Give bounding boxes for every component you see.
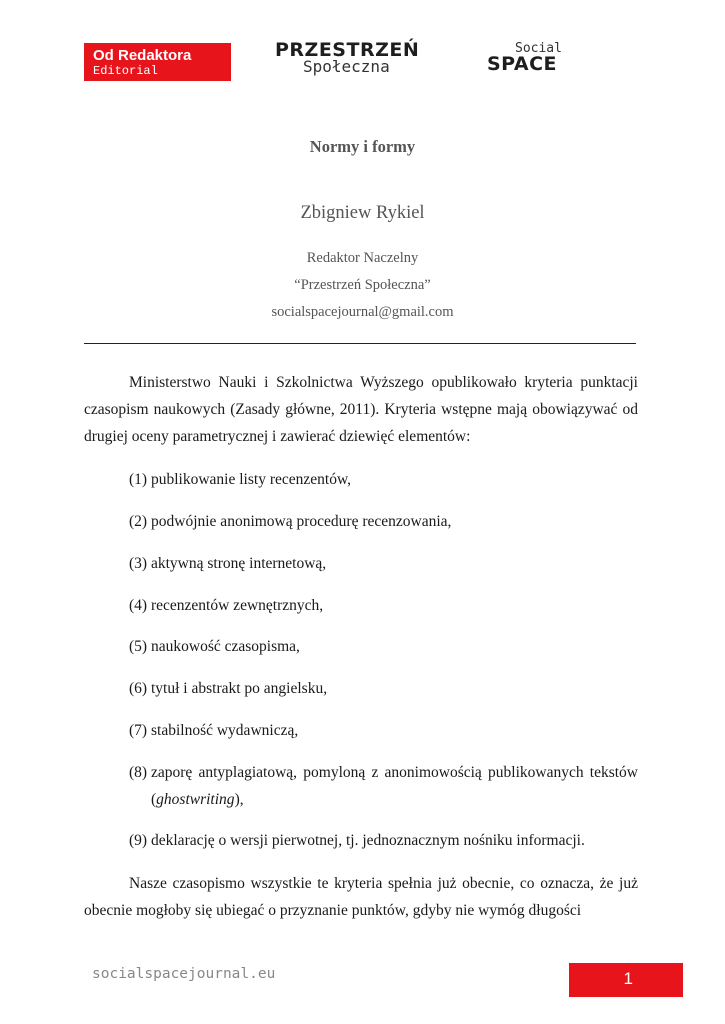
list-item [129,508,638,535]
list-item-text: naukowość czasopisma, [151,638,300,655]
list-item-text-part: ), [234,791,244,808]
list-item [129,550,638,577]
list-item-text: podwójnie anonimową procedurę recenzowania, [151,513,452,530]
author-name: Zbigniew Rykiel [300,203,425,223]
list-item-text: publikowanie listy recenzentów, [151,471,352,488]
journal-logo-pl [275,40,435,76]
list-item-number: (9) [129,832,148,849]
logo-pl-line1: PRZESTRZEŃ [275,39,420,61]
footer-url[interactable]: socialspacejournal.eu [92,966,276,982]
list-item-text: recenzentów zewnętrznych, [151,597,324,614]
divider [84,343,636,344]
list-item-number: (3) [129,555,148,572]
list-item-number: (2) [129,513,148,530]
list-item-number: (1) [129,471,148,488]
list-item-text: deklarację o wersji pierwotnej, tj. jednoznacznym nośniku informacji. [151,832,585,849]
list-item [129,759,638,813]
list-item-number: (5) [129,638,148,655]
list-item-number: (4) [129,597,148,614]
list-item-text [129,759,638,813]
list-item [129,675,638,702]
list-item-text-italic: ghostwriting [156,791,235,808]
logo-pl-line2: Społeczna [303,57,390,76]
list-item [129,592,638,619]
journal-logo-en [487,42,587,74]
list-item-text: tytuł i abstrakt po angielsku, [151,680,328,697]
list-item [129,827,638,854]
list-item-text-part: zaporę antyplagiatową, pomyloną z anonimowością publikowanych tekstów ( [151,764,638,808]
list-item [129,466,638,493]
logo-en-line2: SPACE [487,53,557,75]
article-title: Normy i formy [309,137,416,156]
logo-en-line1: Social [515,41,562,56]
closing-paragraph: Nasze czasopismo wszystkie te kryteria spełnia już obecnie, co oznacza, że już obecnie mogłoby się ubiegać o przyznanie punktów, gdyby nie wymóg długości [84,875,638,919]
page-number-box [569,963,683,997]
list-item-number: (7) [129,722,148,739]
section-badge [84,43,231,81]
section-label-en: Editorial [93,64,158,78]
section-label: Od Redaktora [93,47,192,64]
contact-email[interactable]: socialspacejournal@gmail.com [271,304,454,320]
journal-name: “Przestrzeń Społeczna” [294,277,431,293]
list-item [129,717,638,744]
list-item-number: (6) [129,680,148,697]
intro-paragraph: Ministerstwo Nauki i Szkolnictwa Wyższego opublikowało kryteria punktacji czasopism naukowych (Zasady główne, 2011). Kryteria wstępne mają obowiązywać od drugiej oceny parametrycznej i zawierać dziewięć elementów: [84,374,638,445]
author-role: Redaktor Naczelny [306,250,419,266]
list-item-text: stabilność wydawniczą, [151,722,299,739]
list-item-number: (8) [129,764,148,781]
page-number: 1 [623,969,633,988]
list-item [129,633,638,660]
list-item-text: aktywną stronę internetową, [151,555,327,572]
